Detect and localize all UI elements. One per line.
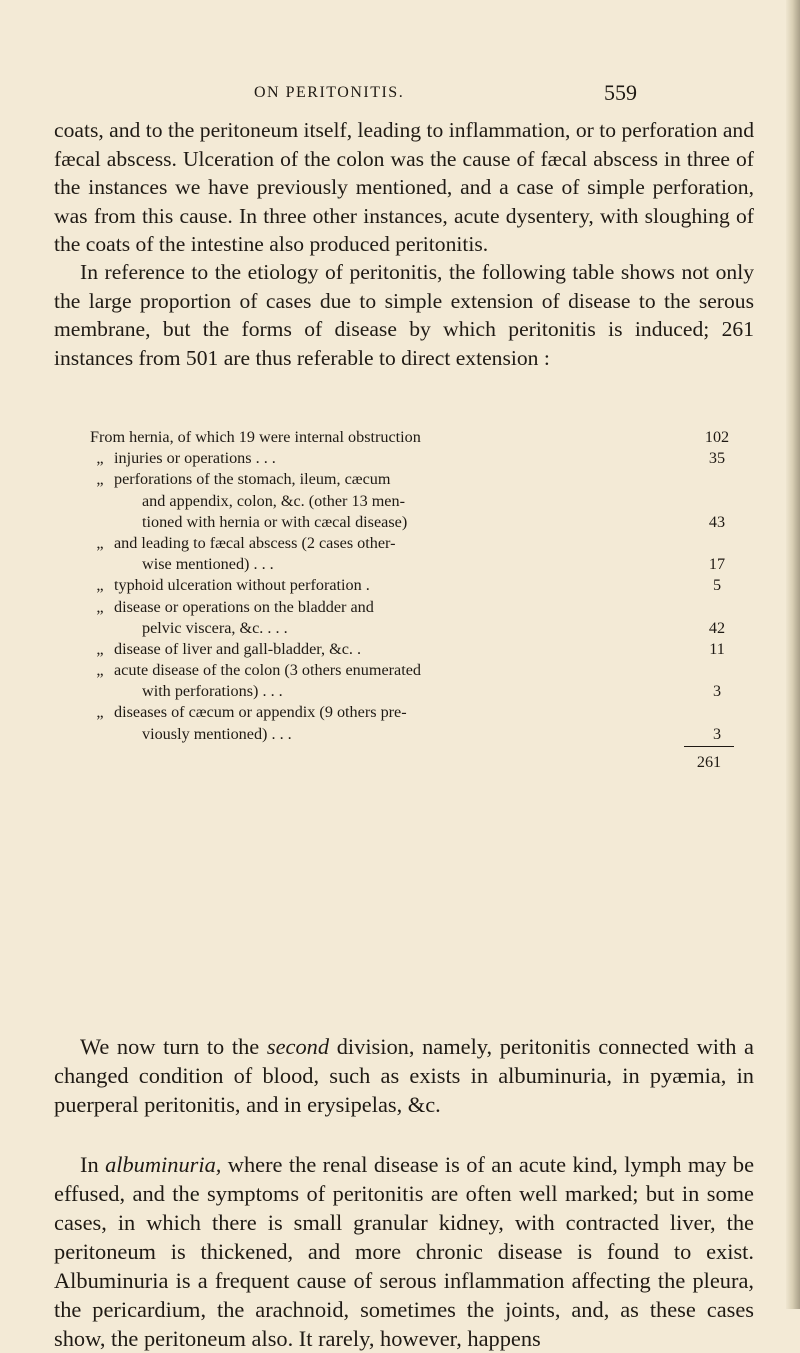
total-rule — [684, 746, 734, 747]
table-row-line — [90, 512, 744, 533]
table-row-label: tioned with hernia or with cæcal disease) — [142, 512, 408, 531]
table-row-value: 3 — [712, 724, 722, 743]
table-row-label: with perforations) . . . — [142, 682, 283, 701]
table-row-line — [90, 702, 744, 723]
table-row-label: acute disease of the colon (3 others enumerated — [114, 661, 421, 680]
table-row-line — [90, 491, 744, 512]
ditto-mark: „ — [96, 703, 104, 722]
table-row-label: pelvic viscera, &c. . . . — [142, 618, 288, 637]
table-row-label: disease of liver and gall-bladder, &c. . — [114, 639, 362, 658]
page-edge — [786, 0, 800, 1309]
table-total: 261 — [696, 753, 722, 771]
table-row-value: 43 — [708, 512, 726, 531]
table-row-value: 3 — [712, 682, 722, 701]
table-row-value: 42 — [708, 618, 726, 637]
table-row-line — [90, 597, 744, 618]
ditto-mark: „ — [96, 449, 104, 468]
table-row — [90, 639, 744, 660]
paragraph-second-division — [54, 1032, 754, 1119]
table-row-label: typhoid ulceration without perforation . — [114, 576, 370, 595]
table-row — [90, 533, 744, 575]
running-head — [0, 80, 800, 104]
table-row-line — [90, 618, 744, 639]
table-row-line — [90, 724, 744, 745]
ditto-mark: „ — [96, 597, 104, 616]
page-number: 559 — [604, 80, 637, 105]
table-row-value: 11 — [709, 639, 725, 658]
ditto-mark: „ — [96, 470, 104, 489]
paragraph-second-division-body: division, namely, peritonitis connected with a changed condition of blood, such as exists in albuminuria, in pyæmia, in puerperal peritonitis, and in erysipelas, &c. — [54, 1034, 754, 1117]
ditto-mark: „ — [96, 533, 104, 552]
etiology-table — [90, 427, 744, 771]
table-row-label: injuries or operations . . . — [114, 449, 276, 468]
table-row-value: 17 — [708, 555, 726, 574]
paragraph-second-division-lead: We now turn to the — [80, 1034, 267, 1059]
table-row — [90, 427, 744, 448]
paragraph-albuminuria-body: where the renal disease is of an acute kind, lymph may be effused, and the symptoms of peritonitis are often well marked; but in some cases, in which there is small granular kidney, with contracted liver, the peritoneum is thickened, and more chronic disease is found to exist. Albuminuria is a frequent cause of serous inflammation affecting the pleura, the pericardium, the arachnoid, sometimes the joints, and, as these cases show, the peritoneum also. It rarely, however, happens — [54, 1152, 755, 1351]
table-row-label: From hernia, of which 19 were internal obstruction — [90, 428, 421, 446]
running-head-title: ON PERITONITIS. — [254, 84, 405, 101]
table-row — [90, 575, 744, 596]
table-row-line — [90, 448, 744, 469]
ditto-mark: „ — [96, 639, 104, 658]
table-row — [90, 448, 744, 469]
table-row-line — [90, 575, 744, 596]
table-row-label: disease or operations on the bladder and — [114, 597, 374, 616]
table-row — [90, 597, 744, 639]
table-row-label: wise mentioned) . . . — [142, 555, 274, 574]
table-row-line — [90, 554, 744, 575]
table-row-line — [90, 533, 744, 554]
table-row — [90, 469, 744, 533]
table-row-line — [90, 660, 744, 681]
table-row-label: and appendix, colon, &c. (other 13 men- — [142, 491, 405, 510]
table-row — [90, 660, 744, 702]
ditto-mark: „ — [96, 576, 104, 595]
table-row-label: perforations of the stomach, ileum, cæcum — [114, 470, 391, 489]
paragraph-albuminuria — [54, 1150, 754, 1353]
table-row-line — [90, 681, 744, 702]
emphasis-albuminuria: albuminuria, — [105, 1152, 222, 1177]
table-row-value: 5 — [712, 576, 722, 595]
paragraph-albuminuria-lead: In — [80, 1152, 106, 1177]
table-row-value: 35 — [708, 449, 726, 468]
table-row — [90, 702, 744, 744]
table-row-line — [90, 427, 744, 448]
table-row-label: viously mentioned) . . . — [142, 724, 292, 743]
table-row-label: diseases of cæcum or appendix (9 others pre- — [114, 703, 407, 722]
paragraph-etiology: In reference to the etiology of peritonitis, the following table shows not only the large proportion of cases due to simple extension of disease to the serous membrane, but the forms of disease by which peritonitis is induced; 261 instances from 501 are thus referable to direct extension : — [54, 260, 754, 370]
table-row-value: 102 — [704, 428, 730, 446]
ditto-mark: „ — [96, 661, 104, 680]
table-row-label: and leading to fæcal abscess (2 cases other- — [114, 533, 396, 552]
emphasis-second: second — [266, 1034, 330, 1059]
table-row-line — [90, 639, 744, 660]
paragraph-continuation: coats, and to the peritoneum itself, leading to inflammation, or to perforation and fæcal abscess. Ulceration of the colon was the cause of fæcal abscess in three of the instances we have previously mentioned, and a case of simple perforation, was from this cause. In three other instances, acute dysentery, with sloughing of the coats of the intestine also produced peritonitis. — [54, 118, 754, 256]
table-row-line — [90, 469, 744, 490]
